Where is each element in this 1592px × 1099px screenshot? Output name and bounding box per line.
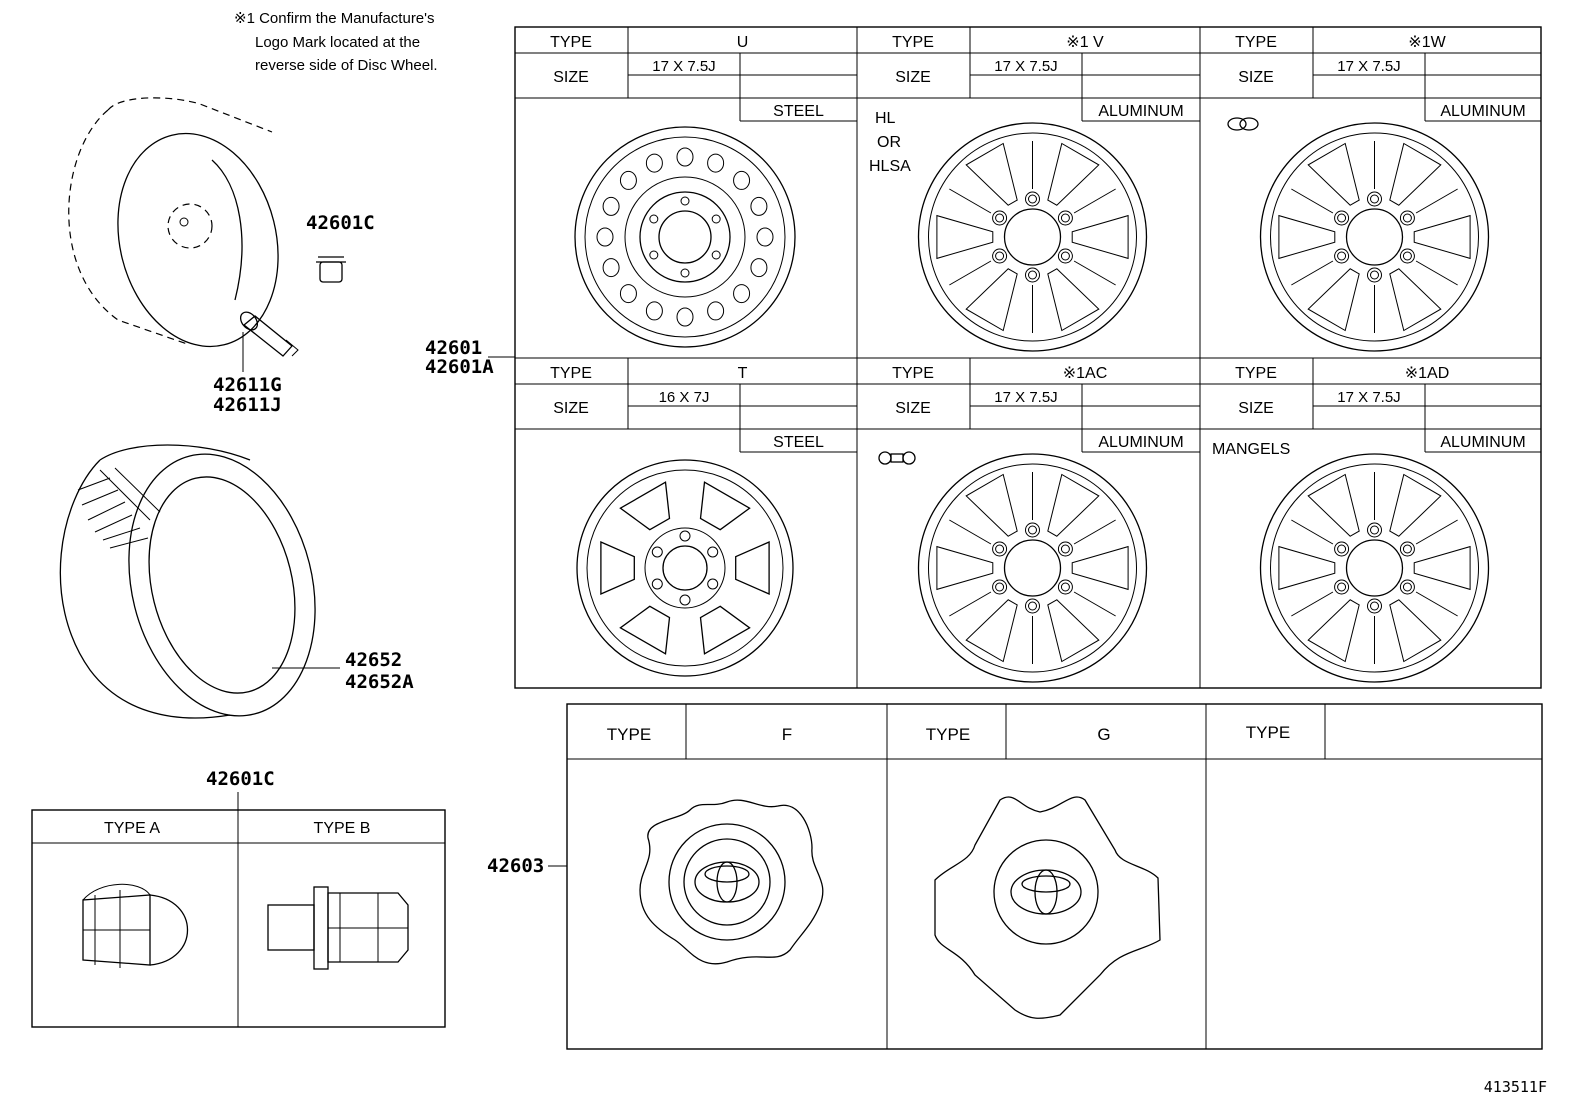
part-number-valve-1: 42611G — [213, 374, 282, 396]
part-number-valve-2: 42611J — [213, 394, 282, 416]
wheel-5-size-label: SIZE — [895, 400, 931, 417]
note-line-3: reverse side of Disc Wheel. — [255, 57, 438, 74]
part-number-tire-1: 42652 — [345, 649, 403, 671]
wheel-2-maker: HL OR HLSA — [869, 110, 911, 175]
figure-id: 413511F — [1483, 1078, 1547, 1096]
wheel-1-size-value: 17 X 7.5J — [652, 58, 716, 75]
wheel-3-type-label: TYPE — [1235, 34, 1277, 51]
nut-type-b-label: TYPE B — [313, 820, 371, 837]
nut-type-a-label: TYPE A — [103, 820, 161, 837]
lug-nut-small-icon — [316, 257, 346, 282]
wheel-3-size-label: SIZE — [1238, 69, 1274, 86]
wheel-1-size-label: SIZE — [553, 69, 589, 86]
cap-1-type-value: F — [781, 725, 793, 744]
nut-type-table — [32, 810, 445, 1027]
wheel-4-size-label: SIZE — [553, 400, 589, 417]
part-number-lug-nut-group: 42601C — [206, 768, 275, 790]
wheel-2-material: ALUMINUM — [1098, 103, 1184, 120]
wheel-2-type-label: TYPE — [892, 34, 934, 51]
wheel-4-type-value: T — [737, 365, 748, 382]
part-number-lug-nut: 42601C — [306, 212, 375, 234]
wheel-6-maker: MANGELS — [1212, 441, 1291, 458]
wheel-3-type-value: ※1W — [1408, 34, 1446, 51]
wheel-5-material: ALUMINUM — [1098, 434, 1184, 451]
wheel-1-type-value: U — [736, 34, 749, 51]
wheel-6-size-value: 17 X 7.5J — [1337, 389, 1401, 406]
wheel-2-size-value: 17 X 7.5J — [994, 58, 1058, 75]
wheel-4-material: STEEL — [773, 434, 824, 451]
wheel-3-size-value: 17 X 7.5J — [1337, 58, 1401, 75]
wheel-4-type-label: TYPE — [550, 365, 592, 382]
part-number-tire-2: 42652A — [345, 671, 414, 693]
cap-type-table — [567, 704, 1542, 1049]
wheel-6-size-label: SIZE — [1238, 400, 1274, 417]
part-number-center-cap: 42603 — [487, 855, 545, 877]
valve-stem-icon — [237, 309, 298, 372]
tire-illustration — [60, 434, 341, 736]
wheel-2-type-value: ※1 V — [1066, 34, 1104, 51]
wheel-3-material: ALUMINUM — [1440, 103, 1526, 120]
wheel-5-type-value: ※1AC — [1062, 365, 1108, 382]
part-number-wheel-2: 42601A — [425, 356, 494, 378]
cap-2-type-label: TYPE — [925, 725, 971, 744]
wheel-5-size-value: 17 X 7.5J — [994, 389, 1058, 406]
cap-3-type-label: TYPE — [1245, 723, 1291, 742]
wheel-6-material: ALUMINUM — [1440, 434, 1526, 451]
cap-1-type-label: TYPE — [606, 725, 652, 744]
wheel-5-type-label: TYPE — [892, 365, 934, 382]
wheel-1-type-label: TYPE — [550, 34, 592, 51]
wheel-6-type-label: TYPE — [1235, 365, 1277, 382]
wheel-1-material: STEEL — [773, 103, 824, 120]
wheel-6-type-value: ※1AD — [1404, 365, 1450, 382]
note-line-2: Logo Mark located at the — [255, 34, 421, 51]
part-number-wheel-1: 42601 — [425, 337, 483, 359]
note-line-1: ※1 Confirm the Manufacture's — [234, 10, 435, 27]
wheel-2-size-label: SIZE — [895, 69, 931, 86]
manufacturer-note — [234, 10, 438, 74]
wheel-4-size-value: 16 X 7J — [658, 389, 710, 406]
cap-2-type-value: G — [1097, 725, 1111, 744]
